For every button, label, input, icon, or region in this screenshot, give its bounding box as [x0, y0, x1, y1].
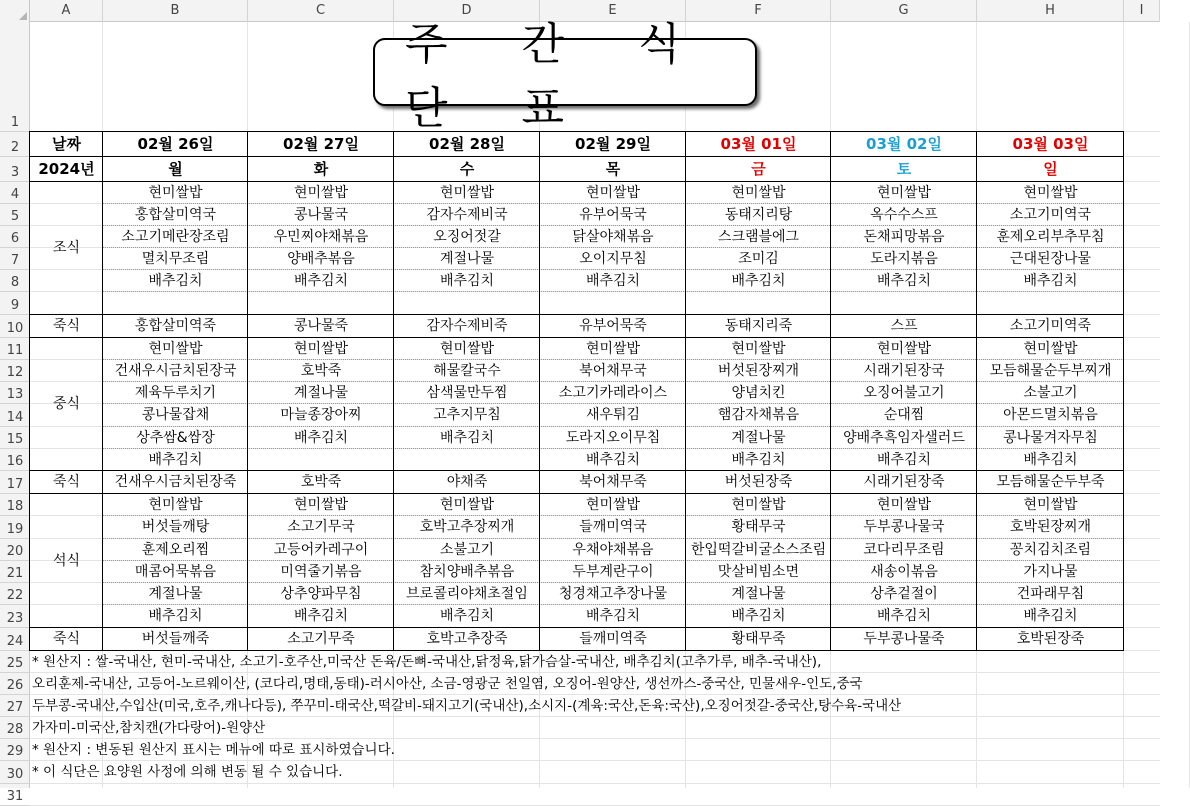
row-header-20[interactable]: 20 [0, 539, 30, 561]
row-header-3[interactable]: 3 [0, 157, 30, 182]
porridge-item[interactable]: 두부콩나물죽 [863, 631, 945, 647]
dinner-item[interactable]: 꽁치김치조림 [1009, 542, 1092, 558]
porridge-item[interactable]: 콩나물죽 [293, 318, 349, 334]
breakfast-item[interactable] [977, 292, 1124, 315]
dinner-item[interactable]: 두부계란구이 [572, 564, 654, 580]
row-header-15[interactable]: 15 [0, 427, 30, 449]
column-header-h[interactable]: H [977, 0, 1124, 22]
dinner-item[interactable]: 호박된장찌개 [1009, 519, 1092, 535]
dinner-item[interactable]: 고등어카레구이 [273, 542, 369, 558]
dinner-item[interactable]: 현미쌀밥 [148, 497, 203, 513]
dinner-item[interactable]: 배추김치 [1023, 608, 1078, 624]
dinner-item[interactable]: 배추김치 [439, 608, 495, 624]
row-header-22[interactable]: 22 [0, 583, 30, 605]
breakfast-item[interactable]: 훈제오리부추무침 [996, 229, 1105, 245]
row-header-4[interactable]: 4 [0, 182, 30, 204]
lunch-item[interactable]: 순대찜 [883, 407, 925, 423]
lunch-item[interactable]: 마늘종장아찌 [280, 407, 362, 423]
breakfast-item[interactable]: 현미쌀밥 [1023, 185, 1078, 201]
dinner-item[interactable]: 배추김치 [731, 608, 786, 624]
dinner-item[interactable]: 버섯들깨탕 [141, 519, 210, 535]
origin-note[interactable]: * 원산지 : 변동된 원산지 표시는 메뉴에 따로 표시하였습니다. [32, 742, 395, 758]
dinner-item[interactable]: 미역줄기볶음 [280, 564, 362, 580]
lunch-item[interactable]: 새우튀김 [585, 407, 641, 423]
porridge-item[interactable]: 호박고추장죽 [426, 631, 508, 647]
breakfast-item[interactable]: 양배추볶음 [287, 251, 355, 267]
porridge-item[interactable]: 호박된장죽 [1016, 631, 1085, 647]
lunch-item[interactable]: 배추김치 [293, 430, 349, 446]
dinner-item[interactable]: 현미쌀밥 [585, 497, 641, 513]
row-header-18[interactable]: 18 [0, 494, 30, 516]
lunch-item[interactable]: 콩나물겨자무침 [1003, 430, 1098, 446]
lunch-item[interactable]: 현미쌀밥 [1023, 341, 1078, 357]
row-header-10[interactable]: 10 [0, 315, 30, 338]
breakfast-item[interactable]: 유부어묵국 [579, 207, 647, 223]
lunch-item[interactable]: 계절나물 [293, 385, 349, 401]
row-header-28[interactable]: 28 [0, 717, 30, 739]
column-header-f[interactable]: F [686, 0, 831, 22]
breakfast-item[interactable]: 배추김치 [293, 273, 349, 289]
dinner-item[interactable]: 두부콩나물국 [863, 519, 945, 535]
row-header-30[interactable]: 30 [0, 761, 30, 784]
row-header-12[interactable]: 12 [0, 360, 30, 382]
row-header-8[interactable]: 8 [0, 270, 30, 292]
lunch-item[interactable] [394, 449, 540, 471]
breakfast-item[interactable]: 배추김치 [585, 273, 641, 289]
year-label[interactable]: 2024년 [38, 160, 95, 178]
breakfast-item[interactable]: 계절나물 [439, 251, 495, 267]
porridge-item[interactable]: 버섯된장죽 [724, 474, 793, 490]
breakfast-item[interactable]: 현미쌀밥 [293, 185, 349, 201]
breakfast-item[interactable] [686, 292, 831, 315]
dinner-item[interactable]: 청경채고추장나물 [558, 586, 668, 602]
row-header-16[interactable]: 16 [0, 449, 30, 471]
row-header-31[interactable]: 31 [0, 784, 30, 806]
weekday-cell[interactable]: 토 [896, 160, 912, 178]
date-cell[interactable]: 02월 29일 [575, 135, 651, 153]
dinner-item[interactable]: 훈제오리찜 [141, 542, 210, 558]
dinner-item[interactable]: 배추김치 [585, 608, 641, 624]
breakfast-item[interactable]: 소고기메란장조림 [121, 229, 230, 245]
date-cell[interactable]: 03월 01일 [720, 135, 797, 153]
row-header-6[interactable]: 6 [0, 226, 30, 248]
breakfast-item[interactable]: 도라지볶음 [870, 251, 938, 267]
dinner-item[interactable]: 코다리무조림 [863, 542, 945, 558]
row-header-1[interactable]: 1 [0, 22, 30, 132]
breakfast-label[interactable]: 조식 [52, 240, 81, 256]
weekday-cell[interactable]: 수 [459, 160, 475, 178]
lunch-item[interactable] [248, 449, 394, 471]
sheet-grid[interactable] [30, 19, 1160, 788]
breakfast-item[interactable]: 조미김 [738, 251, 779, 267]
origin-note[interactable]: 오리훈제-국내산, 고등어-노르웨이산, (코다리,명태,동태)-러시아산, 소금-영광군 천일염, 오징어-원양산, 생선까스-중국산, 민물새우-인도,중국 [32, 676, 863, 692]
breakfast-item[interactable]: 소고기미역국 [1009, 207, 1092, 223]
lunch-item[interactable]: 소고기카레라이스 [558, 385, 668, 401]
column-header-a[interactable]: A [30, 0, 103, 22]
lunch-label[interactable]: 중식 [52, 396, 81, 412]
lunch-item[interactable]: 콩나물잡채 [141, 407, 210, 423]
porridge-item[interactable]: 감자수제비죽 [426, 318, 508, 334]
column-header-b[interactable]: B [103, 0, 248, 22]
porridge-item[interactable]: 동태지리죽 [724, 318, 793, 334]
date-label[interactable]: 날짜 [52, 135, 81, 153]
porridge-item[interactable]: 버섯들깨죽 [141, 631, 210, 647]
porridge-item[interactable]: 시래기된장죽 [863, 474, 945, 490]
porridge-label[interactable]: 죽식 [52, 474, 81, 490]
origin-note[interactable]: 가자미-미국산,참치캔(가다랑어)-원양산 [32, 720, 266, 736]
breakfast-item[interactable]: 배추김치 [439, 273, 495, 289]
dinner-item[interactable]: 상추양파무침 [280, 586, 362, 602]
lunch-item[interactable]: 현미쌀밥 [731, 341, 786, 357]
lunch-item[interactable]: 배추김치 [876, 452, 932, 468]
porridge-label[interactable]: 죽식 [52, 318, 81, 334]
lunch-item[interactable]: 삼색물만두찜 [426, 385, 508, 401]
breakfast-item[interactable]: 근대된장나물 [1009, 251, 1092, 267]
breakfast-item[interactable]: 돈채피망볶음 [863, 229, 945, 245]
dinner-item[interactable]: 상추겉절이 [870, 586, 938, 602]
lunch-item[interactable]: 북어채무국 [579, 363, 647, 379]
breakfast-item[interactable] [540, 292, 686, 315]
dinner-item[interactable]: 들깨미역국 [579, 519, 647, 535]
porridge-item[interactable]: 야채죽 [446, 474, 488, 490]
breakfast-item[interactable] [831, 292, 977, 315]
porridge-item[interactable]: 유부어묵죽 [579, 318, 647, 334]
date-cell[interactable]: 03월 02일 [866, 135, 942, 153]
row-header-9[interactable]: 9 [0, 292, 30, 315]
dinner-item[interactable]: 현미쌀밥 [439, 497, 495, 513]
dinner-item[interactable]: 매콤어묵볶음 [134, 564, 217, 580]
lunch-item[interactable]: 현미쌀밥 [293, 341, 349, 357]
porridge-item[interactable]: 황태무죽 [731, 631, 786, 647]
porridge-item[interactable]: 홍합살미역죽 [134, 318, 217, 334]
lunch-item[interactable]: 상추쌈&쌈장 [136, 430, 215, 446]
row-header-17[interactable]: 17 [0, 471, 30, 494]
dinner-item[interactable]: 소불고기 [439, 542, 495, 558]
lunch-item[interactable]: 배추김치 [1023, 452, 1078, 468]
dinner-item[interactable]: 배추김치 [876, 608, 932, 624]
row-header-7[interactable]: 7 [0, 248, 30, 270]
lunch-item[interactable]: 계절나물 [731, 430, 786, 446]
porridge-item[interactable]: 건새우시금치된장죽 [114, 474, 237, 490]
title-box[interactable] [373, 19, 757, 134]
breakfast-item[interactable]: 오징어젓갈 [433, 229, 501, 245]
breakfast-item[interactable]: 홍합살미역국 [134, 207, 217, 223]
breakfast-item[interactable]: 현미쌀밥 [876, 185, 932, 201]
lunch-item[interactable]: 제육두루치기 [134, 385, 217, 401]
row-header-27[interactable]: 27 [0, 695, 30, 717]
porridge-item[interactable]: 소고기무죽 [287, 631, 355, 647]
row-header-21[interactable]: 21 [0, 561, 30, 583]
breakfast-item[interactable]: 배추김치 [731, 273, 786, 289]
lunch-item[interactable]: 호박죽 [300, 363, 342, 379]
lunch-item[interactable]: 현미쌀밥 [148, 341, 203, 357]
dinner-item[interactable]: 현미쌀밥 [293, 497, 349, 513]
dinner-item[interactable]: 황태무국 [731, 519, 786, 535]
lunch-item[interactable]: 모듬해물순두부찌개 [989, 363, 1112, 379]
dinner-item[interactable]: 맛살비빔소면 [717, 564, 800, 580]
row-header-11[interactable]: 11 [0, 338, 30, 360]
breakfast-item[interactable] [248, 292, 394, 315]
lunch-item[interactable]: 해물칼국수 [433, 363, 501, 379]
lunch-item[interactable]: 양배추흑임자샐러드 [843, 430, 965, 446]
page-title: 주 간 식 단 표 [405, 19, 711, 134]
lunch-item[interactable]: 소불고기 [1023, 385, 1078, 401]
lunch-item[interactable]: 배추김치 [585, 452, 641, 468]
column-header-e[interactable]: E [540, 0, 686, 22]
lunch-item[interactable]: 건새우시금치된장국 [114, 363, 237, 379]
dinner-item[interactable]: 배추김치 [148, 608, 203, 624]
weekday-cell[interactable]: 금 [751, 160, 766, 178]
lunch-item[interactable]: 양념치킨 [731, 385, 786, 401]
dinner-item[interactable]: 현미쌀밥 [731, 497, 786, 513]
breakfast-item[interactable]: 옥수수스프 [870, 207, 938, 223]
breakfast-item[interactable] [394, 292, 540, 315]
origin-note[interactable]: 두부콩-국내산,수입산(미국,호주,캐나다등), 쭈꾸미-태국산,떡갈비-돼지고기(국내산),소시지-(계육:국산,돈육:국산),오징어젓갈-중국산,탕수육-국내산 [32, 698, 902, 714]
breakfast-item[interactable]: 배추김치 [876, 273, 932, 289]
origin-note[interactable]: * 이 식단은 요양원 사정에 의해 변동 될 수 있습니다. [32, 764, 343, 780]
lunch-item[interactable]: 배추김치 [731, 452, 786, 468]
dinner-item[interactable]: 건파래무침 [1016, 586, 1085, 602]
breakfast-item[interactable]: 닭살야채볶음 [572, 229, 654, 245]
dinner-item[interactable]: 새송이볶음 [870, 564, 938, 580]
lunch-item[interactable]: 현미쌀밥 [585, 341, 641, 357]
lunch-item[interactable]: 버섯된장찌개 [717, 363, 800, 379]
row-header-19[interactable]: 19 [0, 516, 30, 539]
row-header-23[interactable]: 23 [0, 605, 30, 628]
date-cell[interactable]: 02월 28일 [429, 135, 505, 153]
dinner-item[interactable]: 계절나물 [731, 586, 786, 602]
dinner-item[interactable]: 참치양배추볶음 [419, 564, 515, 580]
column-header-d[interactable]: D [394, 0, 540, 22]
lunch-item[interactable]: 햄감자채볶음 [717, 407, 800, 423]
row-header-24[interactable]: 24 [0, 628, 30, 651]
porridge-item[interactable]: 북어채무죽 [579, 474, 647, 490]
breakfast-item[interactable]: 멸치무조림 [141, 251, 210, 267]
lunch-item[interactable]: 배추김치 [439, 430, 495, 446]
breakfast-item[interactable]: 스크램블에그 [717, 229, 800, 245]
date-cell[interactable]: 02월 27일 [283, 135, 359, 153]
select-all-corner[interactable] [0, 0, 30, 22]
porridge-item[interactable]: 호박죽 [300, 474, 342, 490]
lunch-item[interactable]: 시래기된장국 [863, 363, 945, 379]
dinner-item[interactable]: 브로콜리야채초절임 [406, 586, 528, 602]
row-header-29[interactable]: 29 [0, 739, 30, 761]
column-header-g[interactable]: G [831, 0, 977, 22]
dinner-item[interactable]: 배추김치 [293, 608, 349, 624]
breakfast-item[interactable]: 감자수제비국 [426, 207, 508, 223]
dinner-item[interactable]: 우채야채볶음 [572, 542, 654, 558]
weekday-cell[interactable]: 월 [168, 160, 183, 178]
breakfast-item[interactable]: 우민찌야채볶음 [273, 229, 369, 245]
porridge-item[interactable]: 모듬해물순두부죽 [996, 474, 1105, 490]
weekday-cell[interactable]: 화 [313, 160, 329, 178]
porridge-item[interactable]: 들깨미역죽 [579, 631, 647, 647]
breakfast-item[interactable] [103, 292, 248, 315]
lunch-item[interactable]: 아몬드멸치볶음 [1003, 407, 1098, 423]
dinner-item[interactable]: 호박고추장찌개 [419, 519, 515, 535]
breakfast-item[interactable]: 배추김치 [1023, 273, 1078, 289]
breakfast-item[interactable]: 현미쌀밥 [439, 185, 495, 201]
porridge-label[interactable]: 죽식 [52, 631, 81, 647]
dinner-item[interactable]: 가지나물 [1023, 564, 1078, 580]
breakfast-item[interactable]: 동태지리탕 [724, 207, 793, 223]
row-header-5[interactable]: 5 [0, 204, 30, 226]
breakfast-item[interactable]: 배추김치 [148, 273, 203, 289]
column-header-i[interactable]: I [1124, 0, 1160, 22]
breakfast-item[interactable]: 콩나물국 [293, 207, 349, 223]
breakfast-item[interactable]: 현미쌀밥 [585, 185, 641, 201]
row-header-13[interactable]: 13 [0, 382, 30, 404]
dinner-item[interactable]: 현미쌀밥 [876, 497, 932, 513]
porridge-item[interactable]: 스프 [890, 318, 918, 334]
lunch-item[interactable]: 현미쌀밥 [439, 341, 495, 357]
date-cell[interactable]: 03월 03일 [1012, 135, 1089, 153]
breakfast-item[interactable]: 현미쌀밥 [148, 185, 203, 201]
lunch-item[interactable]: 현미쌀밥 [876, 341, 932, 357]
weekday-cell[interactable]: 목 [605, 160, 621, 178]
breakfast-item[interactable]: 오이지무침 [579, 251, 647, 267]
dinner-item[interactable]: 계절나물 [148, 586, 203, 602]
lunch-item[interactable]: 배추김치 [148, 452, 203, 468]
lunch-item[interactable]: 도라지오이무침 [565, 430, 661, 446]
row-header-bar [0, 22, 30, 804]
lunch-item[interactable]: 고추지무침 [433, 407, 501, 423]
dinner-item[interactable]: 현미쌀밥 [1023, 497, 1078, 513]
row-header-2[interactable]: 2 [0, 132, 30, 157]
row-header-25[interactable]: 25 [0, 651, 30, 673]
row-header-14[interactable]: 14 [0, 404, 30, 427]
row-header-26[interactable]: 26 [0, 673, 30, 695]
breakfast-item[interactable]: 현미쌀밥 [731, 185, 786, 201]
dinner-label[interactable]: 석식 [52, 553, 81, 569]
column-header-c[interactable]: C [248, 0, 394, 22]
weekday-cell[interactable]: 일 [1043, 160, 1058, 178]
date-cell[interactable]: 02월 26일 [137, 135, 214, 153]
dinner-item[interactable]: 소고기무국 [287, 519, 355, 535]
porridge-item[interactable]: 소고기미역죽 [1009, 318, 1092, 334]
origin-note[interactable]: * 원산지 : 쌀-국내산, 현미-국내산, 소고기-호주산,미국산 돈육/돈뼈-국내산,닭정육,닭가슴살-국내산, 배추김치(고추가루, 배추-국내산), [32, 654, 822, 670]
lunch-item[interactable]: 오징어불고기 [863, 385, 945, 401]
dinner-item[interactable]: 한입떡갈비굴소스조림 [690, 542, 827, 558]
